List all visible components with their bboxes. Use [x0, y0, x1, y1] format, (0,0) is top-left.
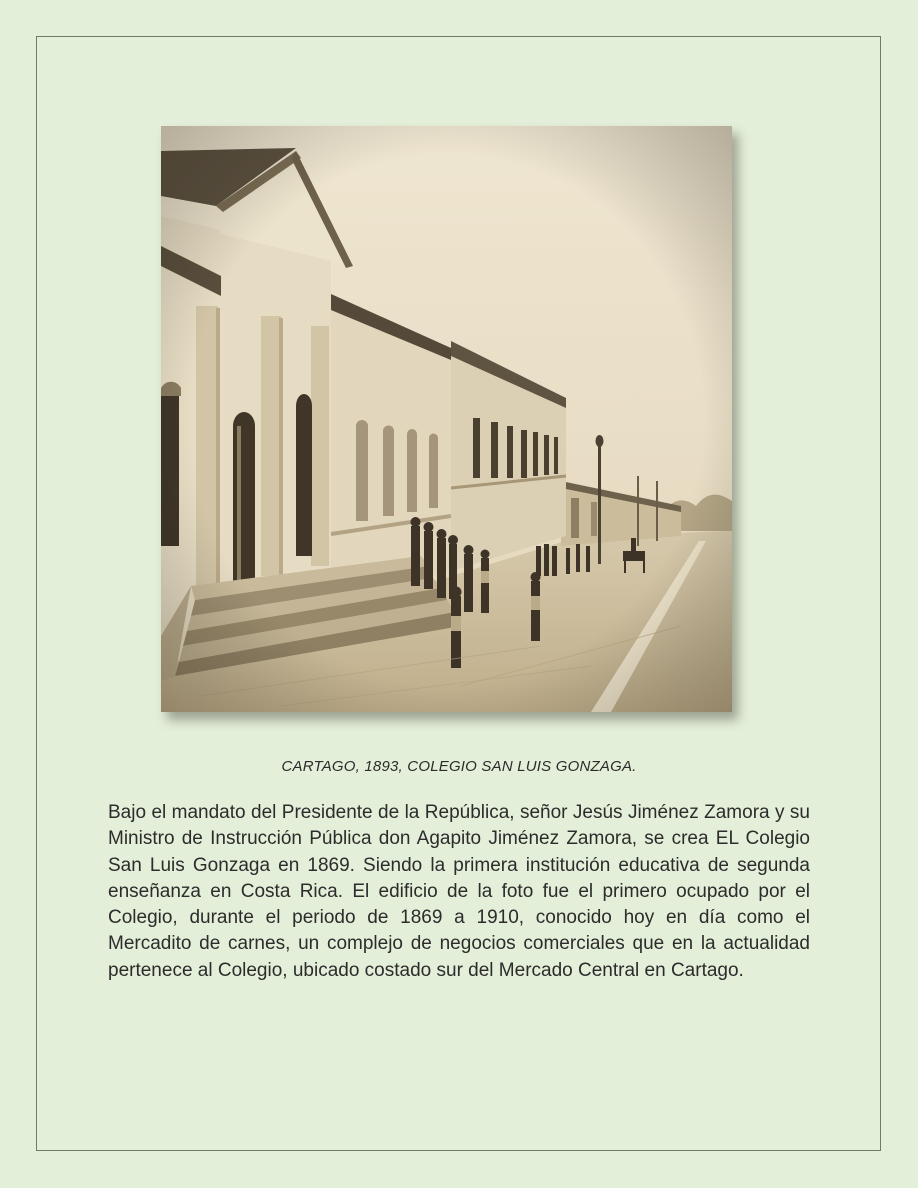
- photo-caption: CARTAGO, 1893, COLEGIO SAN LUIS GONZAGA.: [281, 758, 637, 775]
- photo-illustration: [161, 126, 732, 712]
- body-paragraph: Bajo el mandato del Presidente de la República, señor Jesús Jiménez Zamora y su Ministro de Instrucción Pública don Agapito Jiménez Zamora, se crea EL Colegio San Luis Gonzaga en 1869. Siendo la primera institución educativa de segunda enseñanza en Costa Rica. El edificio de la foto fue el primero ocupado por el Colegio, durante el periodo de 1869 a 1910, conocido hoy en día como el Mercadito de carnes, un complejo de negocios comerciales que en la actualidad pertenece al Colegio, ubicado costado sur del Mercado Central en Cartago.: [108, 802, 810, 981]
- historic-building-photo: [161, 126, 732, 712]
